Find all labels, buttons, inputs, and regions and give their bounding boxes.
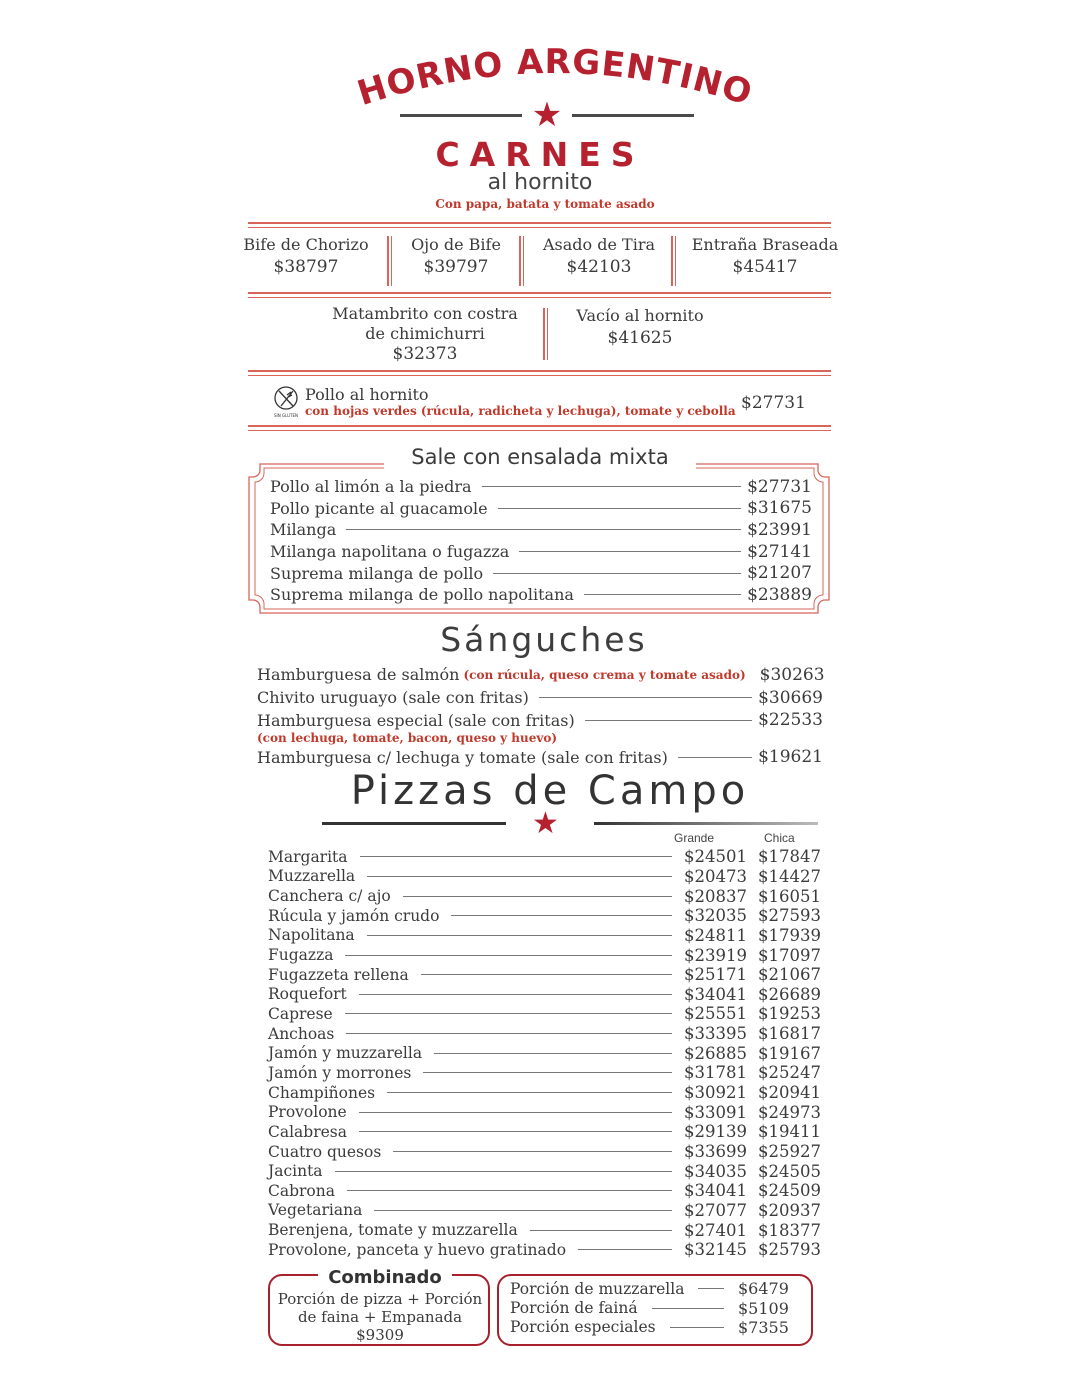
pizza-row — [268, 886, 821, 906]
leader-line — [367, 935, 672, 936]
price-chica: $20937 — [758, 1200, 821, 1220]
price-grande: $20473 — [684, 866, 747, 886]
price-grande: $33395 — [684, 1024, 747, 1044]
price-grande: $30921 — [684, 1083, 747, 1103]
divider-double — [248, 222, 831, 228]
menu-item — [316, 304, 534, 364]
leader-line — [360, 856, 672, 857]
price-grande: $25171 — [684, 965, 747, 985]
combinado-title: Combinado — [318, 1267, 452, 1288]
item-price: $32373 — [392, 344, 458, 364]
pizza-name: Muzzarella — [268, 867, 356, 886]
pizza-name: Canchera c/ ajo — [268, 887, 391, 906]
item-name: Asado de Tira — [542, 235, 656, 254]
leader-line — [359, 1131, 672, 1132]
item-name: Pollo al hornito — [305, 385, 429, 404]
pizza-row — [268, 945, 821, 965]
price-chica: $17939 — [758, 925, 821, 945]
pizza-row — [268, 1024, 821, 1044]
brand-divider — [400, 95, 694, 135]
pizza-row — [268, 1161, 821, 1181]
combinado-line: Porción de pizza + Porción — [277, 1290, 483, 1308]
divider-line — [594, 822, 818, 825]
price-chica: $19167 — [758, 1043, 821, 1063]
price-chica: $24505 — [758, 1161, 821, 1181]
price-chica: $24509 — [758, 1181, 821, 1201]
pizza-row — [268, 1200, 821, 1221]
pizza-name: Champiñones — [268, 1083, 376, 1102]
menu-item — [680, 233, 850, 279]
pizza-name: Provolone — [268, 1103, 347, 1122]
divider-vertical — [543, 308, 548, 360]
item-price: $27731 — [741, 393, 806, 413]
sanguches-title: Sánguches — [440, 620, 648, 659]
menu-item — [528, 233, 670, 279]
list-item: Milanga napolitana o fugazza $27141 — [270, 541, 812, 562]
price-grande: $25551 — [684, 1004, 747, 1024]
leader-line — [403, 896, 672, 897]
section-note: Con papa, batata y tomate asado — [435, 197, 655, 211]
list-item: Hamburguesa c/ lechuga y tomate (sale con fritas) $19621 — [257, 747, 823, 767]
pizza-row — [268, 1142, 821, 1162]
pizza-row — [268, 925, 821, 946]
price-grande: $29139 — [684, 1122, 747, 1142]
list-item: Pollo al limón a la piedra $27731 — [270, 476, 812, 497]
price-chica: $18377 — [758, 1220, 821, 1240]
price-chica: $25927 — [758, 1142, 821, 1162]
divider-vertical — [671, 236, 676, 286]
pizza-name: Vegetariana — [268, 1201, 363, 1220]
leader-line — [345, 955, 672, 956]
item-name: Vacío al hornito — [576, 306, 704, 325]
price-grande: $24811 — [684, 925, 747, 945]
price-grande: $23919 — [684, 945, 747, 965]
divider-double — [248, 292, 831, 298]
pizza-name: Margarita — [268, 847, 348, 866]
pizza-name: Anchoas — [268, 1024, 335, 1043]
ensalada-title: Sale con ensalada mixta — [384, 445, 696, 469]
leader-line — [335, 1171, 672, 1172]
item-price: $41625 — [607, 328, 673, 348]
pizza-row — [268, 847, 821, 867]
star-icon: ★ — [531, 95, 563, 135]
list-item: Chivito uruguayo (sale con fritas) $30669 — [257, 687, 823, 708]
price-chica: $26689 — [758, 984, 821, 1004]
price-grande: $34041 — [684, 984, 747, 1004]
pizza-row — [268, 1240, 821, 1260]
menu-item — [395, 233, 517, 279]
menu-item — [236, 233, 376, 279]
item-price: $42103 — [566, 257, 632, 277]
leader-line — [346, 1033, 672, 1034]
pizzas-title: Pizzas de Campo — [350, 768, 750, 814]
price-chica: $24973 — [758, 1102, 821, 1122]
leader-line — [434, 1053, 672, 1054]
pizza-name: Roquefort — [268, 985, 347, 1004]
list-item: Porción especiales $7355 — [510, 1317, 789, 1337]
ensalada-list — [270, 476, 812, 606]
list-item: Porción de muzzarella $6479 — [510, 1279, 789, 1299]
list-item: Suprema milanga de pollo $21207 — [270, 563, 812, 584]
divider-line — [400, 114, 522, 117]
pizza-row — [268, 1004, 821, 1024]
pizza-name: Calabresa — [268, 1122, 347, 1141]
pizza-row — [268, 1122, 821, 1142]
leader-line — [393, 1151, 672, 1152]
price-chica: $20941 — [758, 1083, 821, 1103]
list-item: Hamburguesa de salmón (con rúcula, queso crema y tomate asado) $30263 — [257, 664, 825, 685]
leader-line — [530, 1230, 672, 1231]
pizza-name: Fugazza — [268, 946, 334, 965]
divider-line — [322, 822, 506, 825]
price-chica: $16051 — [758, 886, 821, 906]
pizza-name: Cuatro quesos — [268, 1142, 382, 1161]
divider-vertical — [387, 236, 392, 286]
leader-line — [387, 1092, 672, 1093]
price-chica: $17847 — [758, 847, 821, 867]
price-chica: $21067 — [758, 965, 821, 985]
item-price: $39797 — [423, 257, 489, 277]
price-grande: $32035 — [684, 906, 747, 926]
pizza-row — [268, 1063, 821, 1083]
sin-gluten-icon — [272, 386, 300, 418]
leader-line — [359, 1112, 672, 1113]
list-item: Pollo picante al guacamole $31675 — [270, 498, 812, 519]
item-name: Ojo de Bife — [411, 235, 501, 254]
leader-line — [374, 1210, 672, 1211]
list-item: Milanga $23991 — [270, 519, 812, 540]
combinado-description — [270, 1290, 490, 1344]
pizza-row — [268, 984, 821, 1005]
list-item: Suprema milanga de pollo napolitana $23889 — [270, 584, 812, 605]
price-grande: $20837 — [684, 886, 747, 906]
pizza-name: Caprese — [268, 1004, 333, 1023]
section-subtitle: al hornito — [487, 170, 593, 195]
divider-vertical — [519, 236, 524, 286]
column-header-chica: Chica — [764, 831, 795, 845]
item-price: $45417 — [732, 257, 798, 277]
sanguches-list — [257, 663, 823, 769]
star-icon: ★ — [532, 806, 559, 841]
pizza-row — [268, 866, 821, 887]
price-chica: $16817 — [758, 1024, 821, 1044]
price-grande: $34041 — [684, 1181, 747, 1201]
leader-line — [451, 915, 672, 916]
pizza-name: Jamón y muzzarella — [268, 1044, 423, 1063]
leader-line — [367, 876, 672, 877]
pizza-name: Fugazzeta rellena — [268, 965, 409, 984]
item-subnote: (con lechuga, tomate, bacon, queso y huevo) — [257, 731, 558, 745]
price-chica: $25247 — [758, 1063, 821, 1083]
leader-line — [421, 974, 672, 975]
pizza-name: Jamón y morrones — [268, 1063, 412, 1082]
price-grande: $33091 — [684, 1102, 747, 1122]
price-grande: $33699 — [684, 1142, 747, 1162]
item-name: Bife de Chorizo — [243, 235, 369, 254]
item-name: Matambrito con costra — [332, 304, 518, 323]
price-grande: $32145 — [684, 1240, 747, 1260]
pizza-row — [268, 906, 821, 926]
pizza-name: Provolone, panceta y huevo gratinado — [268, 1240, 567, 1259]
price-chica: $19253 — [758, 1004, 821, 1024]
menu-item — [560, 304, 720, 350]
pizza-row — [268, 1083, 821, 1103]
item-description: con hojas verdes (rúcula, radicheta y lechuga), tomate y cebolla — [305, 404, 736, 418]
pizza-name: Rúcula y jamón crudo — [268, 906, 440, 925]
column-header-grande: Grande — [674, 831, 715, 845]
price-chica: $25793 — [758, 1240, 821, 1260]
pizza-name: Cabrona — [268, 1181, 335, 1200]
price-grande: $26885 — [684, 1043, 747, 1063]
leader-line — [578, 1249, 672, 1250]
price-grande: $31781 — [684, 1063, 747, 1083]
item-name: de chimichurri — [365, 324, 485, 343]
price-grande: $27401 — [684, 1220, 747, 1240]
combinado-price: $9309 — [356, 1326, 404, 1344]
item-price: $38797 — [273, 257, 339, 277]
svg-text:SIN GLUTEN: SIN GLUTEN — [273, 413, 299, 418]
price-grande: $24501 — [684, 847, 747, 867]
list-item: Porción de fainá $5109 — [510, 1298, 789, 1318]
brand-name: HORNO ARGENTINO — [352, 41, 758, 114]
leader-line — [423, 1072, 672, 1073]
combinado-line: de faina + Empanada — [297, 1308, 463, 1326]
price-chica: $17097 — [758, 945, 821, 965]
pizza-name: Jacinta — [268, 1162, 323, 1181]
divider-double — [248, 425, 831, 431]
leader-line — [347, 1190, 672, 1191]
pizza-name: Napolitana — [268, 926, 355, 945]
price-grande: $34035 — [684, 1161, 747, 1181]
pizza-row — [268, 1102, 821, 1122]
section-title-carnes: CARNES — [435, 135, 645, 174]
item-name: Entraña Braseada — [691, 235, 839, 254]
menu-item-pollo — [272, 384, 832, 420]
divider-line — [572, 114, 694, 117]
pizza-row — [268, 1220, 821, 1240]
pizza-row — [268, 965, 821, 985]
leader-line — [359, 994, 672, 995]
pizza-row — [268, 1043, 821, 1064]
porciones-list — [510, 1279, 792, 1337]
pizza-name: Berenjena, tomate y muzzarella — [268, 1221, 518, 1240]
list-item: Hamburguesa especial (sale con fritas) $22533 — [257, 710, 823, 730]
price-chica: $27593 — [758, 906, 821, 926]
divider-double — [248, 370, 831, 376]
price-chica: $19411 — [758, 1122, 821, 1142]
price-grande: $27077 — [684, 1200, 747, 1220]
leader-line — [345, 1013, 672, 1014]
pizza-row — [268, 1181, 821, 1201]
price-chica: $14427 — [758, 866, 821, 886]
